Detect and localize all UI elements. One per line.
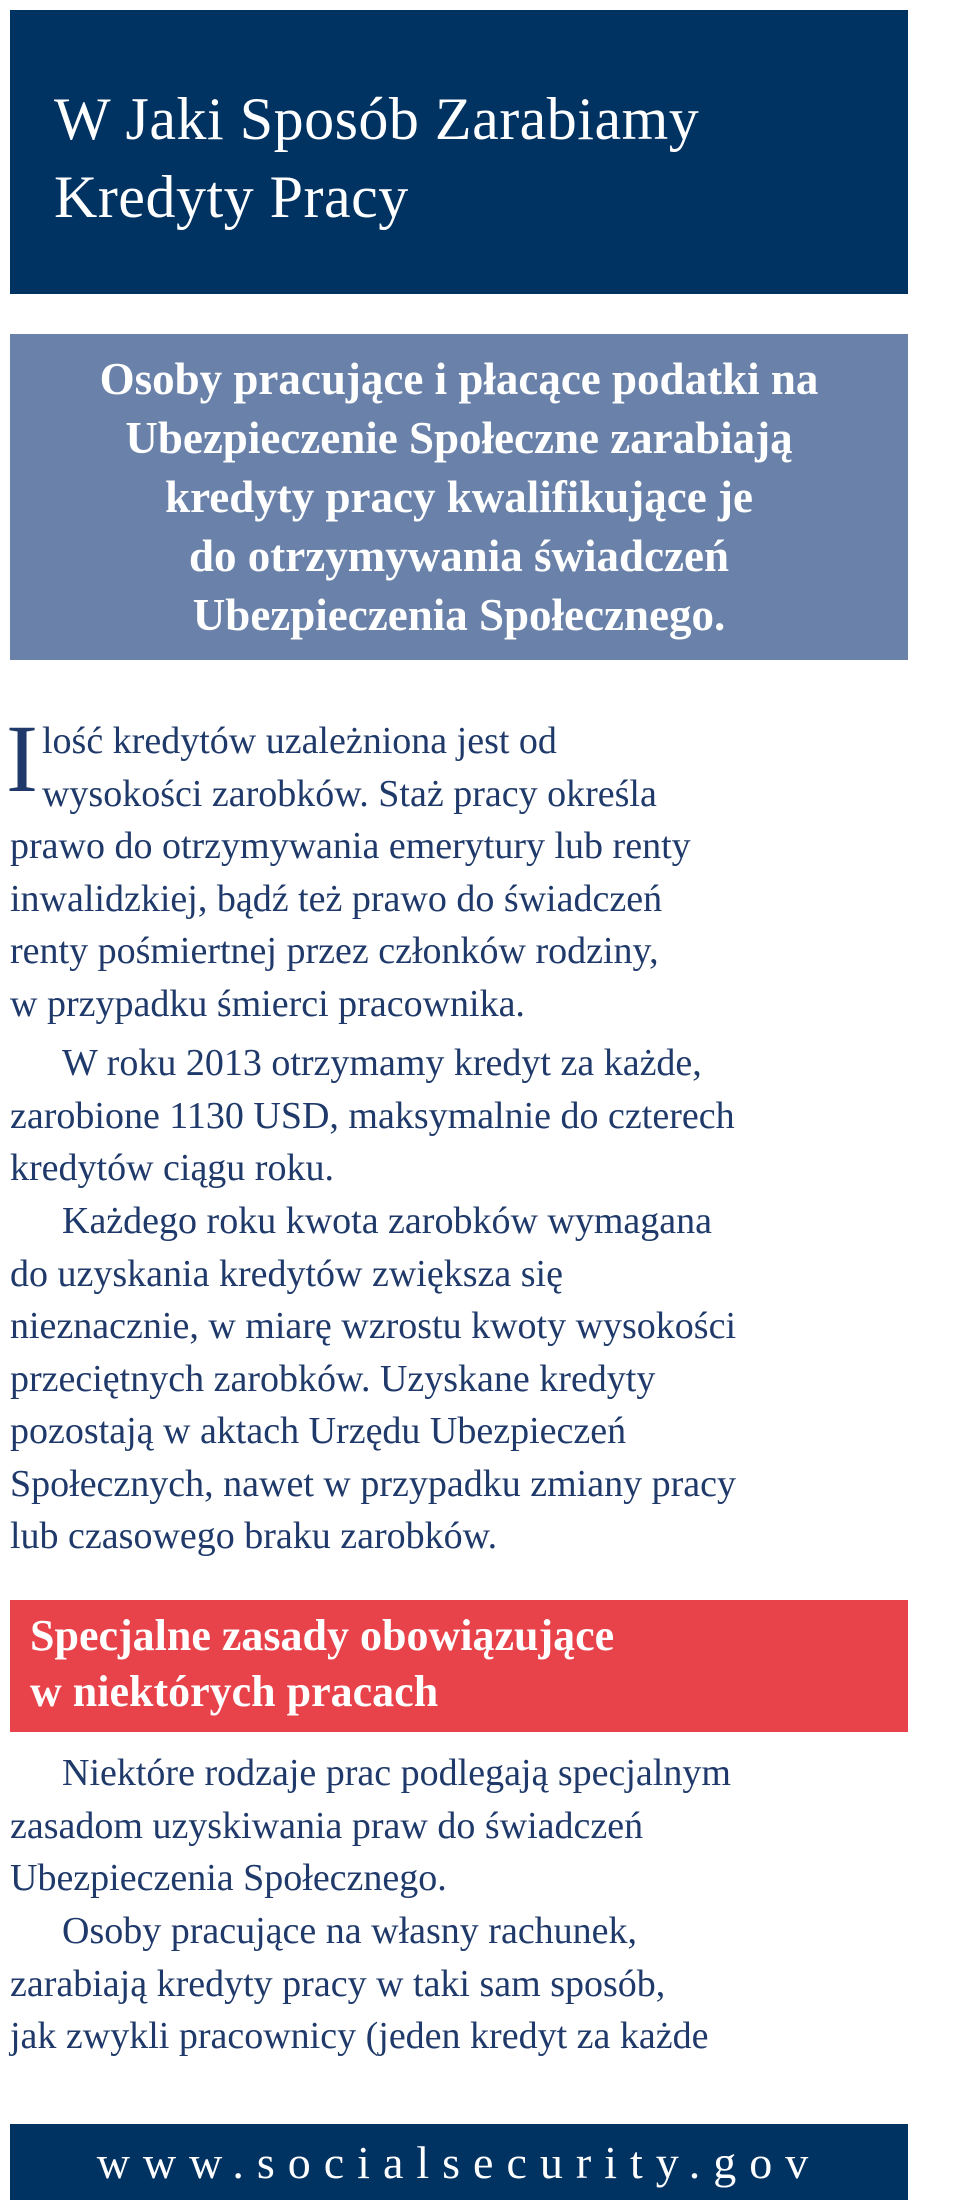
drop-cap: I — [6, 705, 38, 812]
p2-line-1: W roku 2013 otrzymamy kredyt za każde, — [62, 1042, 702, 1084]
footer-bar — [10, 2124, 908, 2200]
intro-line-2: Ubezpieczenie Społeczne zarabiają — [125, 413, 793, 463]
paragraph-annual-increase — [10, 1195, 910, 1563]
p2-line-3: kredytów ciągu roku. — [10, 1147, 334, 1189]
paragraph-2013-credits — [10, 1037, 910, 1195]
p5-line-2: zarabiają kredyty pracy w taki sam sposób, — [10, 1962, 666, 2005]
p4-line-2: zasadom uzyskiwania praw do świadczeń — [10, 1804, 644, 1847]
p1-line-5: renty pośmiertnej przez członków rodziny, — [10, 930, 659, 972]
p3-line-3: nieznacznie, w miarę wzrostu kwoty wysokości — [10, 1305, 737, 1347]
p3-line-1: Każdego roku kwota zarobków wymagana — [62, 1200, 712, 1242]
p3-line-5: pozostają w aktach Urzędu Ubezpieczeń — [10, 1410, 627, 1452]
p1-line-6: w przypadku śmierci pracownika. — [10, 982, 525, 1025]
title-line-1: W Jaki Sposób Zarabiamy — [54, 86, 700, 152]
p5-line-1: Osoby pracujące na własny rachunek, — [62, 1910, 638, 1952]
section-heading-line-1: Specjalne zasady obowiązujące — [30, 1611, 615, 1660]
p4-line-3: Ubezpieczenia Społecznego. — [10, 1857, 447, 1899]
intro-line-1: Osoby pracujące i płacące podatki na — [99, 354, 819, 404]
paragraph-self-employed — [10, 1905, 910, 2063]
intro-text — [30, 350, 888, 645]
section-heading — [30, 1608, 908, 1720]
p1-line-4: inwalidzkiej, bądź też prawo do świadczeń — [10, 877, 663, 920]
p5-line-3: jak zwykli pracownicy (jeden kredyt za każde — [10, 2015, 709, 2057]
p2-line-2: zarobione 1130 USD, maksymalnie do czterech — [10, 1094, 735, 1137]
intro-line-3: kredyty pracy kwalifikujące je — [165, 472, 753, 522]
title-line-2: Kredyty Pracy — [54, 164, 409, 230]
website-link[interactable]: www.socialsecurity.gov — [96, 2136, 822, 2188]
p1-line-3: prawo do otrzymywania emerytury lub renty — [10, 825, 691, 867]
section-heading-banner — [10, 1600, 908, 1732]
p4-line-1: Niektóre rodzaje prac podlegają specjalnym — [62, 1752, 731, 1794]
section-heading-line-2: w niektórych pracach — [30, 1667, 439, 1716]
p1-line-2: wysokości zarobków. Staż pracy określa — [41, 772, 657, 815]
page-title — [54, 80, 908, 236]
paragraph-special-rules — [10, 1747, 910, 1905]
intro-line-5: Ubezpieczenia Społecznego. — [192, 590, 726, 640]
intro-line-4: do otrzymywania świadczeń — [189, 531, 729, 581]
p1-line-1: lość kredytów uzależniona jest od — [41, 720, 557, 762]
p3-line-7: lub czasowego braku zarobków. — [10, 1515, 498, 1557]
paragraph-credits-amount — [6, 705, 910, 1030]
p3-line-2: do uzyskania kredytów zwiększa się — [10, 1252, 563, 1295]
p3-line-4: przeciętnych zarobków. Uzyskane kredyty — [10, 1357, 656, 1400]
intro-callout — [10, 334, 908, 660]
title-banner — [10, 10, 908, 294]
p3-line-6: Społecznych, nawet w przypadku zmiany pracy — [10, 1462, 736, 1505]
